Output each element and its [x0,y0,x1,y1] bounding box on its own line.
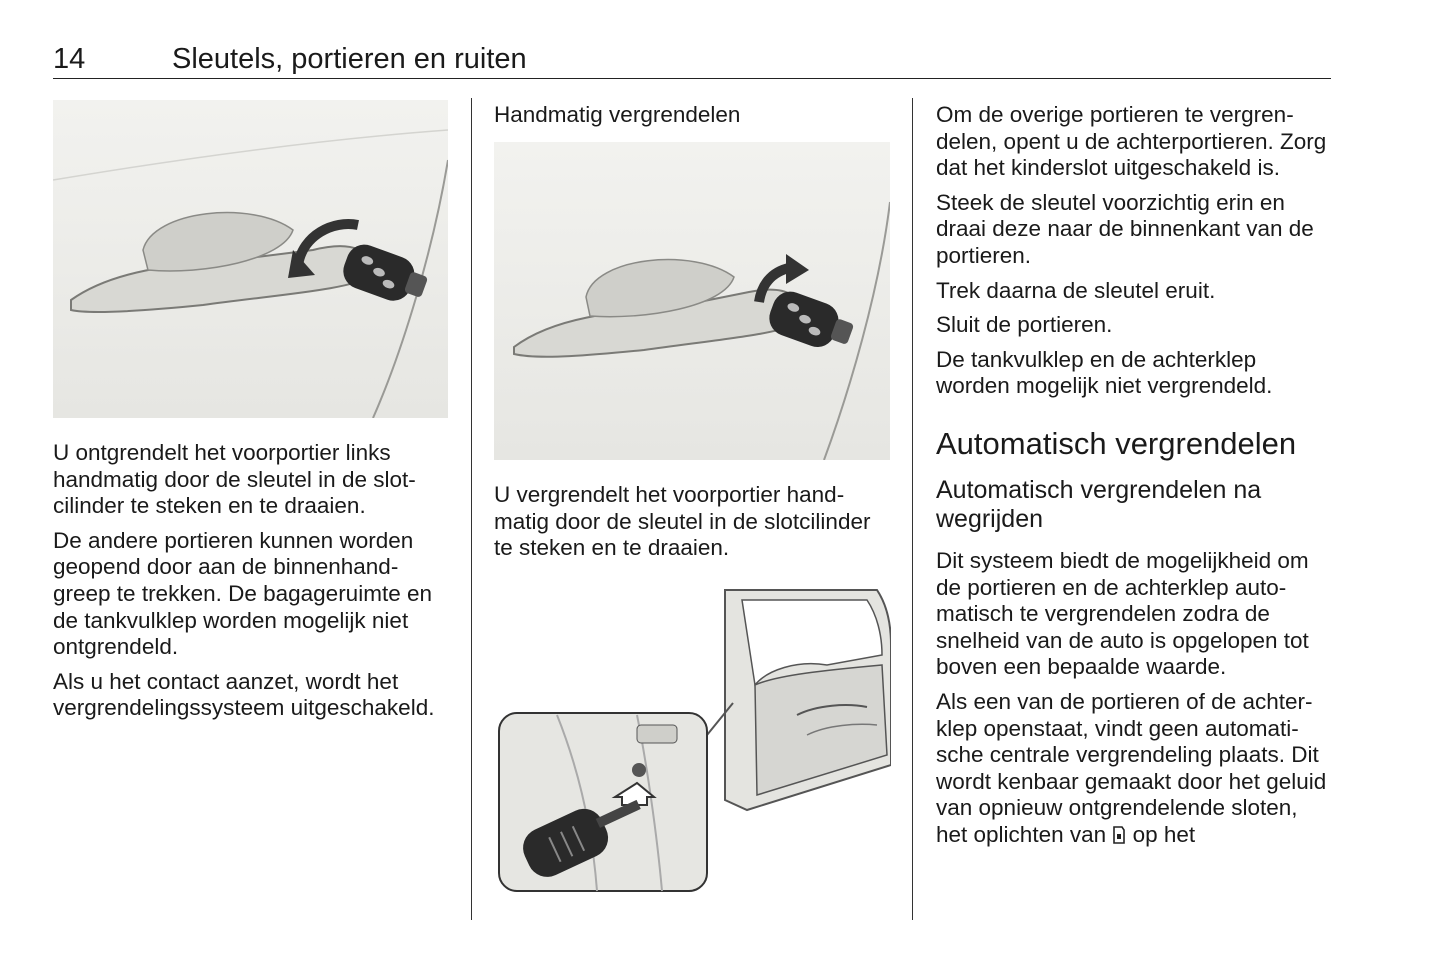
column-divider-left [471,98,472,920]
paragraph-lock-other-doors: Om de overige portieren te vergrendelen, opent u de achterportieren. Zorg dat het kinderslot uitgeschakeld is. [936,102,1327,181]
paragraph-system-description: Dit systeem biedt de mogelijkheid om de portieren en de achterklep automatisch te vergrendelen zodra de snelheid van de auto is opgelopen tot boven een bepaalde waarde. [936,547,1309,680]
door-lock-icon [1112,825,1126,845]
paragraph-door-open-warning [936,689,1332,849]
column-2-heading [494,102,890,137]
chapter-title: Sleutels, portieren en ruiten [172,43,527,75]
column-2-text [494,482,890,570]
page-header [53,40,1331,79]
door-handle-lock-figure [494,142,890,460]
manual-lock-subheading: Handmatig vergrendelen [494,102,741,127]
paragraph-insert-key: Steek de sleutel voorzichtig erin en draai deze naar de binnenkant van de portieren. [936,189,1314,268]
paragraph-other-doors: De andere portieren kunnen worden geopend door aan de binnenhandgreep te trekken. De bagageruimte en de tankvulklep worden mogelijk niet ontgrendeld. [53,527,432,660]
warning-text-before-icon: Als een van de portieren of de achterklep openstaat, vindt geen automatische centrale vergrendeling plaats. Dit wordt kenbaar gemaakt door het geluid van opnieuw ontgrendelende sloten, het oplichten van [936,688,1327,847]
paragraph-lock-manual: U vergrendelt het voorportier handmatig door de sleutel in de slotcilinder te steken en te draaien. [494,482,871,561]
automatic-lock-drive-subheading: Automatisch vergrendelen na wegrijden [936,475,1262,533]
rear-door-lock-figure [497,585,891,895]
column-divider-right [912,98,913,920]
warning-text-after-icon: op het [1126,821,1196,847]
door-handle-unlock-figure [53,100,448,418]
page-number: 14 [53,43,86,75]
paragraph-ignition: Als u het contact aanzet, wordt het vergrendelingssysteem uitgeschakeld. [53,668,435,721]
paragraph-close-doors: Sluit de portieren. [936,312,1113,338]
automatic-lock-heading: Automatisch vergrendelen [936,425,1297,461]
column-3-text [936,102,1332,856]
paragraph-fuel-flap: De tankvulklep en de achterklep worden mogelijk niet vergrendeld. [936,346,1273,399]
paragraph-unlock-manual: U ontgrendelt het voorportier links handmatig door de sleutel in de slotcilinder te steken en te draaien. [53,440,416,519]
paragraph-remove-key: Trek daarna de sleutel eruit. [936,277,1216,303]
column-1-text [53,440,448,730]
